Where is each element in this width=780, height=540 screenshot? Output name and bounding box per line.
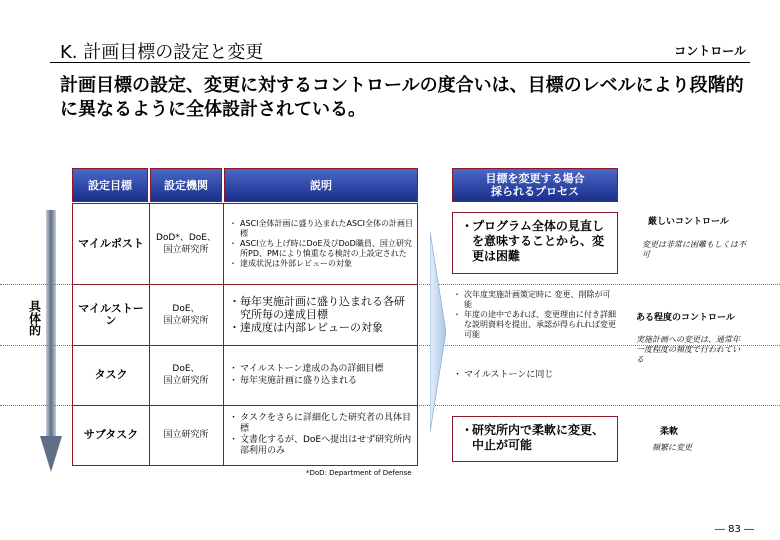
control-note: 変更は非常に困難もしくは不可 [642, 240, 746, 259]
header-desc: 説明 [224, 168, 418, 202]
page-number: ― 83 ― [714, 524, 754, 535]
control-heading: ある程度のコントロール [636, 313, 735, 323]
process-item: ・ 年度の途中であれば、変更理由に付き詳細な説明資料を提出、承認が得られれば変更可能 [455, 310, 617, 340]
control-heading: 柔軟 [660, 427, 679, 437]
goal-subtask: サブタスク [83, 428, 139, 441]
desc-item: ・ 達成度は内部レビューの対象 [231, 321, 413, 334]
process-item: ・ マイルストーンに同じ [455, 370, 617, 380]
goal-milestone: マイルストーン [78, 301, 144, 327]
org-milestone: DoE、 国立研究所 [163, 303, 209, 326]
header-org: 設定機関 [150, 168, 222, 202]
desc-item: ・ タスクをさらに詳細化した研究者の具体目標 [231, 413, 413, 435]
header-process: 目標を変更する場合 採られるプロセス [452, 168, 618, 202]
title-divider [50, 62, 750, 63]
page-title: K. 計画目標の設定と変更 [60, 42, 264, 63]
process-milestone [455, 290, 617, 340]
org-task: DoE、 国立研究所 [163, 364, 209, 386]
desc-item: ・ ASCI全体計画に盛り込まれたASCI全体の計画目標 [231, 219, 413, 239]
desc-item: ・ マイルストーン達成の為の詳細目標 [231, 363, 383, 375]
desc-task [223, 345, 417, 405]
desc-item: ・ 毎年実施計画に盛り込まれる [231, 375, 383, 387]
header-goal: 設定目標 [72, 168, 148, 202]
lead-statement: 計画目標の設定、変更に対するコントロールの度合いは、目標のレベルにより段階的に異なるように全体設計されている。 [60, 75, 744, 120]
goal-table [72, 203, 418, 466]
process-subtask: ・ 研究所内で柔軟に変更、中止が可能 [452, 416, 618, 462]
desc-item: ・ 毎年実施計画に盛り込まれる各研究所毎の達成目標 [231, 295, 413, 321]
desc-item: ・ ASCI立ち上げ時にDoE及びDoD職員、国立研究所PD、PMにより慎重なる検討の上設定された [231, 239, 413, 259]
org-subtask: 国立研究所 [163, 430, 209, 440]
org-milepost: DoD*、DoE、 国立研究所 [156, 233, 216, 255]
control-heading: 厳しいコントロール [648, 217, 729, 227]
goal-milepost: マイルポスト [78, 237, 144, 250]
footnote: *DoD: Department of Defense [306, 469, 412, 477]
chevron-right-icon [430, 232, 446, 432]
section-tag: コントロール [674, 44, 746, 58]
desc-milestone [223, 284, 417, 345]
desc-item: ・ 達成状況は外部レビューの対象 [231, 259, 413, 269]
down-arrow-icon [40, 210, 62, 472]
process-task [455, 370, 617, 380]
desc-item: ・ 文書化するが、DoEへ提出はせず研究所内部利用のみ [231, 435, 413, 457]
control-note: 実施計画への変更は、通常年一度程度の頻度で行われている [636, 335, 740, 364]
process-milepost: ・ プログラム全体の見直しを意味することから、変更は困難 [452, 212, 618, 274]
side-label: 具体的 [27, 300, 42, 336]
goal-task: タスク [94, 368, 128, 381]
process-item: ・ 次年度実施計画策定時に 変更、削除が可能 [455, 290, 617, 310]
desc-subtask [223, 405, 417, 465]
desc-milepost [223, 204, 417, 284]
control-note: 頻繁に変更 [652, 443, 692, 452]
